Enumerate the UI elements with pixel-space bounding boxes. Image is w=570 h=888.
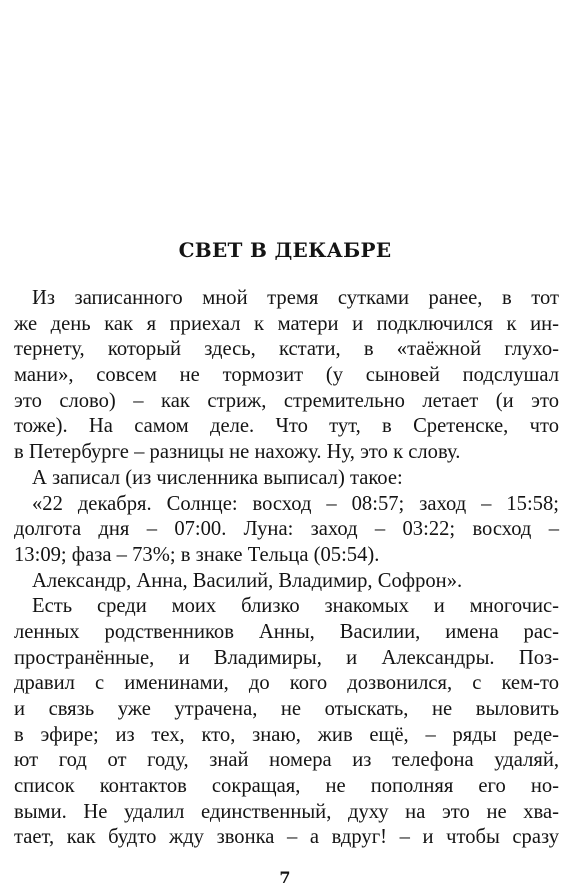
text-line: тает, как будто жду звонка – а вдруг! – и чтобы сразу bbox=[14, 826, 559, 849]
text-line: А записал (из численника выписал) такое: bbox=[32, 466, 403, 489]
text-line: мани», совсем не тормозит (у сыновей подслушал bbox=[14, 364, 559, 387]
text-line: Из записанного мной тремя сутками ранее, в тот bbox=[32, 287, 559, 309]
text-line: Александр, Анна, Василий, Владимир, Софрон». bbox=[32, 569, 463, 592]
page-number: 7 bbox=[279, 868, 291, 887]
text-line: ют год от году, знай номера из телефона удаляй, bbox=[14, 749, 559, 772]
body-text bbox=[14, 286, 559, 851]
text-line: 13:09; фаза – 73%; в знаке Тельца (05:54). bbox=[14, 543, 380, 566]
text-line: «22 декабря. Солнце: восход – 08:57; заход – 15:58; bbox=[32, 492, 559, 515]
text-line: долгота дня – 07:00. Луна: заход – 03:22; восход – bbox=[14, 518, 559, 541]
text-line: в Петербурге – разницы не нахожу. Ну, это к слову. bbox=[14, 441, 461, 464]
text-line: пространённые, и Владимиры, и Александры. Поз- bbox=[14, 646, 559, 669]
text-line: же день как я приехал к матери и подключился к ин- bbox=[14, 312, 559, 335]
chapter-heading: СВЕТ В ДЕКАБРЕ bbox=[178, 238, 392, 262]
text-line: в эфире; из тех, кто, знаю, жив ещё, – ряды реде- bbox=[14, 723, 559, 746]
text-line: тернету, который здесь, кстати, в «таёжной глухо- bbox=[14, 338, 559, 361]
text-line: Есть среди моих близко знакомых и многочис- bbox=[32, 595, 559, 618]
text-line: это слово) – как стриж, стремительно летает (и это bbox=[14, 389, 559, 412]
text-line: список контактов сокращая, не пополняя его но- bbox=[14, 775, 559, 798]
text-line: ленных родственников Анны, Василии, имена рас- bbox=[14, 620, 559, 643]
text-line: дравил с именинами, до кого дозвонился, с кем-то bbox=[14, 672, 559, 695]
text-line: тоже). На самом деле. Что тут, в Сретенске, что bbox=[14, 415, 559, 438]
text-line: выми. Не удалил единственный, духу на это не хва- bbox=[14, 800, 559, 823]
text-line: и связь уже утрачена, не отыскать, не выловить bbox=[14, 698, 559, 720]
